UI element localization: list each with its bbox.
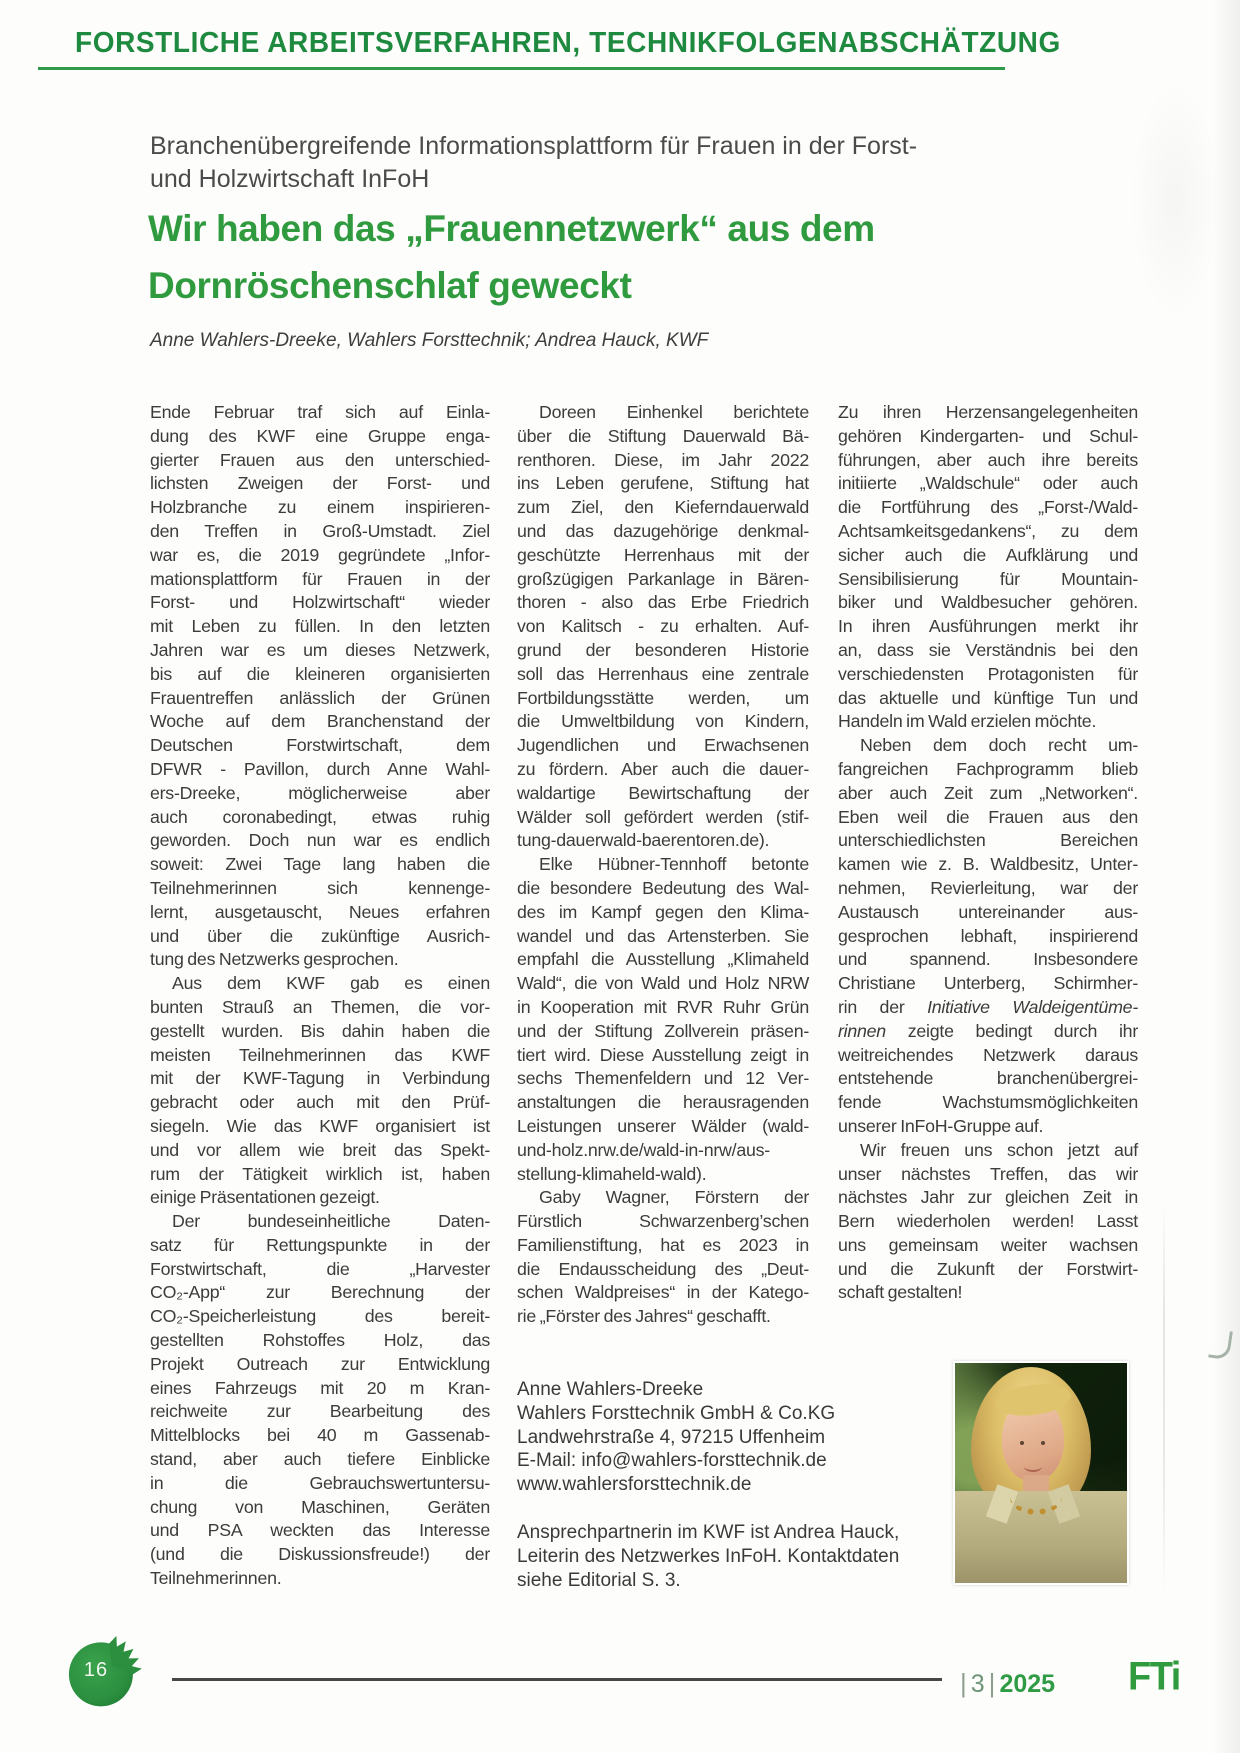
- body-line: Wald“, die von Wald und Holz NRW: [517, 973, 809, 994]
- body-line: von Kalitsch - zu erhalten. Auf-: [517, 616, 809, 637]
- issue-year: 2025: [999, 1670, 1056, 1698]
- body-line: Achtsamkeitsgedankens“, zu dem: [838, 520, 1138, 541]
- body-line: in Kooperation mit RVR Ruhr Grün: [517, 996, 809, 1017]
- body-column-2: [517, 401, 809, 1329]
- body-line: Austausch untereinander aus-: [838, 901, 1138, 922]
- separator-bar: |: [960, 1668, 967, 1698]
- body-line: Der bundeseinheitliche Daten-: [172, 1211, 490, 1232]
- portrait-mouth: [1024, 1461, 1042, 1472]
- body-line: unserer InFoH-Gruppe auf.: [838, 1115, 1044, 1136]
- body-line: die Fortführung des „Forst-/Wald-: [838, 497, 1138, 518]
- body-line: des im Kampf gegen den Klima-: [517, 901, 809, 922]
- body-line: waldartige Bewirtschaftung der: [517, 782, 809, 803]
- contact-address: [517, 1378, 987, 1497]
- body-line: fangreichen Fachprogramm blieb: [838, 758, 1138, 779]
- header-rule: [38, 67, 1005, 70]
- body-line: die Endausscheidung des „Deut-: [517, 1258, 809, 1279]
- body-line: und über die zukünftige Ausrich-: [150, 925, 490, 946]
- body-line: verschiedensten Protagonisten für: [838, 663, 1138, 684]
- body-line: Christiane Unterberg, Schirmher-: [838, 973, 1138, 994]
- body-line: an, dass sie Verständnis bei den: [838, 639, 1138, 660]
- portrait-eye: [1041, 1441, 1045, 1445]
- body-line: bis auf die kleineren organisierten: [150, 663, 490, 684]
- section-header: FORSTLICHE ARBEITSVERFAHREN, TECHNIKFOLGENABSCHÄTZUNG: [75, 26, 1061, 59]
- body-line: Gaby Wagner, Förstern der: [539, 1187, 809, 1208]
- body-line: Holzbranche zu einem inspirieren-: [150, 497, 490, 518]
- body-line: Teilnehmerinnen sich kennenge-: [150, 877, 490, 898]
- body-line: mit der KWF-Tagung in Verbindung: [150, 1068, 490, 1089]
- contact-line: Wahlers Forsttechnik GmbH & Co.KG: [517, 1402, 836, 1424]
- body-line: rinnen zeigte bedingt durch ihr: [838, 1020, 1138, 1041]
- body-line: Sensibilisierung für Mountain-: [838, 568, 1138, 589]
- body-line: kamen wie z. B. Waldbesitz, Unter-: [838, 854, 1138, 875]
- body-line: sechs Themenfeldern und 12 Ver-: [517, 1068, 809, 1089]
- body-line: Woche auf dem Branchenstand der: [150, 711, 490, 732]
- body-line: ers-Dreeke, möglicherweise aber: [150, 782, 490, 803]
- body-line: wandel und das Artensterben. Sie: [517, 925, 809, 946]
- issue-info: [956, 1668, 1055, 1699]
- body-line: weitreichendes Netzwerk daraus: [838, 1044, 1138, 1065]
- article-title: [148, 200, 1068, 314]
- body-line: Eben weil die Frauen aus den: [838, 806, 1138, 827]
- body-line: Wälder soll gefördert werden (stif-: [517, 806, 809, 827]
- body-line: thoren - also das Erbe Friedrich: [517, 592, 809, 613]
- portrait-eye: [1020, 1441, 1024, 1445]
- body-line: Aus dem KWF gab es einen: [172, 973, 490, 994]
- body-line: schaft gestalten!: [838, 1282, 963, 1303]
- body-column-3: [838, 401, 1138, 1305]
- contact-line: E-Mail: info@wahlers-forsttechnik.de: [517, 1450, 827, 1472]
- body-line: chung von Maschinen, Geräten: [150, 1496, 490, 1517]
- body-line: Jugendlichen und Erwachsenen: [517, 735, 809, 756]
- body-line: Jahren war es um dieses Netzwerk,: [150, 639, 490, 660]
- body-line: stellung-klimaheld-wald).: [517, 1163, 707, 1184]
- body-line: gehören Kindergarten- und Schul-: [838, 425, 1138, 446]
- body-line: und-holz.nrw.de/wald-in-nrw/aus-: [517, 1139, 770, 1160]
- body-line: geschützte Herrenhaus mit der: [517, 544, 809, 565]
- body-column-1: [150, 401, 490, 1591]
- body-line: Forstwirtschaft, die „Harvester: [150, 1258, 490, 1279]
- body-line: Fortbildungsstätte werden, um: [517, 687, 809, 708]
- body-line: den Treffen in Groß-Umstadt. Ziel: [150, 520, 490, 541]
- body-line: rie „Förster des Jahres“ geschafft.: [517, 1306, 771, 1327]
- contact-line: Anne Wahlers-Dreeke: [517, 1379, 704, 1400]
- body-line: fende Wachstumsmöglichkeiten: [838, 1092, 1138, 1113]
- contact-line: Leiterin des Netzwerkes InFoH. Kontaktdaten: [517, 1545, 900, 1567]
- body-line: stand, aber auch tiefere Einblicke: [150, 1449, 490, 1470]
- body-line: Neben dem doch recht um-: [860, 735, 1138, 756]
- body-line: das aktuelle und künftige Tun und: [838, 687, 1138, 708]
- body-line: Mittelblocks bei 40 m Gassenab-: [150, 1425, 490, 1446]
- scan-smudge: [1130, 80, 1220, 320]
- contact-kwf: [517, 1521, 987, 1592]
- body-line: gebracht oder auch mit den Prüf-: [150, 1092, 490, 1113]
- portrait-photo: [953, 1361, 1129, 1585]
- body-line: Fürstlich Schwarzenberg’schen: [517, 1211, 809, 1232]
- body-line: in die Gebrauchswertuntersu-: [150, 1472, 490, 1493]
- body-line: soll das Herrenhaus eine zentrale: [517, 663, 809, 684]
- body-line: einige Präsentationen gezeigt.: [150, 1187, 380, 1208]
- body-line: entstehende branchenübergrei-: [838, 1068, 1138, 1089]
- body-line: ins Leben gerufene, Stiftung hat: [517, 473, 809, 494]
- body-line: aber auch Zeit zum „Networken“.: [838, 782, 1138, 803]
- body-line: soweit: Zwei Tage lang haben die: [150, 854, 490, 875]
- body-line: schen Waldpreises“ in der Katego-: [517, 1282, 809, 1303]
- body-line: über die Stiftung Dauerwald Bä-: [517, 425, 809, 446]
- contact-gap: [517, 1497, 987, 1521]
- body-line: lichsten Zweigen der Forst- und: [150, 473, 490, 494]
- title-line: Dornröschenschlaf geweckt: [148, 265, 632, 306]
- body-line: grund der besonderen Historie: [517, 639, 809, 660]
- page-number: 16: [83, 1659, 109, 1681]
- body-line: Zu ihren Herzensangelegenheiten: [838, 402, 1138, 422]
- body-line: renthoren. Diese, im Jahr 2022: [517, 449, 809, 470]
- body-line: (und die Diskussionsfreude!) der: [150, 1544, 490, 1565]
- body-line: tung des Netzwerks gesprochen.: [150, 949, 399, 970]
- body-line: Doreen Einhenkel berichtete: [539, 402, 809, 422]
- body-line: geworden. Doch nun war es endlich: [150, 830, 490, 851]
- body-line: eines Fahrzeugs mit 20 m Kran-: [150, 1377, 490, 1398]
- body-line: tiert wird. Diese Ausstellung zeigt in: [517, 1044, 809, 1065]
- body-line: war es, die 2019 gegründete „Infor-: [150, 544, 490, 565]
- contact-line: www.wahlersforsttechnik.de: [517, 1474, 752, 1496]
- page-edge-shadow: [1212, 0, 1240, 1753]
- body-line: und vor allem wie breit das Spekt-: [150, 1139, 490, 1160]
- issue-number: 3: [970, 1670, 985, 1698]
- portrait-photo-image: [955, 1363, 1127, 1583]
- article-byline: Anne Wahlers-Dreeke, Wahlers Forsttechnik; Andrea Hauck, KWF: [150, 330, 709, 351]
- body-line: CO₂-Speicherleistung des bereit-: [150, 1306, 490, 1327]
- body-line: satz für Rettungspunkte in der: [150, 1234, 490, 1255]
- body-line: Familienstiftung, hat es 2023 in: [517, 1234, 809, 1255]
- body-line: DFWR - Pavillon, durch Anne Wahl-: [150, 758, 490, 779]
- body-line: auch coronabedingt, etwas ruhig: [150, 806, 490, 827]
- title-line: Wir haben das „Frauennetzwerk“ aus dem: [148, 208, 875, 249]
- body-line: Bern wiederholen werden! Lasst: [838, 1211, 1138, 1232]
- body-line: zu fördern. Aber auch die dauer-: [517, 758, 809, 779]
- body-line: Projekt Outreach zur Entwicklung: [150, 1353, 490, 1374]
- body-line: dung des KWF eine Gruppe enga-: [150, 425, 490, 446]
- kicker-line: Branchenübergreifende Informationsplattform für Frauen in der Forst-: [150, 132, 918, 160]
- body-line: und das dazugehörige denkmal-: [517, 520, 809, 541]
- body-line: gestellt wurden. Bis dahin haben die: [150, 1020, 490, 1041]
- body-line: Frauentreffen anlässlich der Grünen: [150, 687, 490, 708]
- body-line: und spannend. Insbesondere: [838, 949, 1138, 970]
- body-line: sicher auch die Aufklärung und: [838, 544, 1138, 565]
- body-line: Teilnehmerinnen.: [150, 1568, 282, 1589]
- contact-box: [517, 1378, 987, 1592]
- body-line: initiierte „Waldschule“ oder auch: [838, 473, 1138, 494]
- body-line: tung-dauerwald-baerentoren.de).: [517, 830, 770, 851]
- body-line: empfahl die Ausstellung „Klimaheld: [517, 949, 809, 970]
- body-line: siegeln. Wie das KWF organisiert ist: [150, 1115, 490, 1136]
- body-line: In ihren Ausführungen merkt ihr: [838, 616, 1138, 637]
- body-line: uns gemeinsam weiter wachsen: [838, 1234, 1138, 1255]
- body-line: Ende Februar traf sich auf Einla-: [150, 402, 490, 422]
- portrait-necklace: [1010, 1479, 1062, 1515]
- body-line: und die Zukunft der Forstwirt-: [838, 1258, 1138, 1279]
- body-line: nächstes Jahr zur gleichen Zeit in: [838, 1187, 1138, 1208]
- body-line: meisten Teilnehmerinnen das KWF: [150, 1044, 490, 1065]
- contact-line: Landwehrstraße 4, 97215 Uffenheim: [517, 1426, 826, 1448]
- body-line: gierter Frauen aus den unterschied-: [150, 449, 490, 470]
- scan-curl-line: [1163, 1200, 1165, 1595]
- contact-line: siehe Editorial S. 3.: [517, 1569, 681, 1591]
- body-line: und PSA weckten das Interesse: [150, 1520, 490, 1541]
- body-line: gestellten Rohstoffes Holz, das: [150, 1330, 490, 1351]
- body-line: die besondere Bedeutung des Wal-: [517, 877, 809, 898]
- body-line: nehmen, Revierleitung, war der: [838, 877, 1138, 898]
- body-line: mationsplattform für Frauen in der: [150, 568, 490, 589]
- body-line: bunten Strauß an Themen, die vor-: [150, 996, 490, 1017]
- body-line: Deutschen Forstwirtschaft, dem: [150, 735, 490, 756]
- body-line: rin der Initiative Waldeigentüme-: [838, 996, 1138, 1017]
- body-line: gesprochen lebhaft, inspirierend: [838, 925, 1138, 946]
- magazine-logo: FTi: [1128, 1655, 1180, 1700]
- body-line: biker und Waldbesucher gehören.: [838, 592, 1138, 613]
- contact-line: Ansprechpartnerin im KWF ist Andrea Hauck,: [517, 1521, 900, 1543]
- separator-bar: |: [988, 1668, 996, 1698]
- body-line: Wir freuen uns schon jetzt auf: [860, 1139, 1138, 1160]
- body-line: anstaltungen die herausragenden: [517, 1092, 809, 1113]
- body-line: Elke Hübner-Tennhoff betonte: [539, 854, 809, 875]
- body-line: unser nächstes Treffen, das wir: [838, 1163, 1138, 1184]
- body-line: mit Leben zu füllen. In den letzten: [150, 616, 490, 637]
- body-line: rum der Tätigkeit wirklich ist, haben: [150, 1163, 490, 1184]
- body-line: großzügigen Parkanlage in Bären-: [517, 568, 809, 589]
- body-line: Leistungen unserer Wälder (wald-: [517, 1115, 809, 1136]
- footer-rule: [172, 1678, 942, 1681]
- body-line: zum Ziel, den Kieferndauerwald: [517, 497, 809, 518]
- body-line: die Umweltbildung von Kindern,: [517, 711, 809, 732]
- body-line: reichweite zur Bearbeitung des: [150, 1401, 490, 1422]
- body-line: führungen, aber auch ihre bereits: [838, 449, 1138, 470]
- body-line: und der Stiftung Zollverein präsen-: [517, 1020, 809, 1041]
- page-number-badge: [63, 1633, 145, 1711]
- body-line: lernt, ausgetauscht, Neues erfahren: [150, 901, 490, 922]
- body-line: unterschiedlichsten Bereichen: [838, 830, 1138, 851]
- body-line: Handeln im Wald erzielen möchte.: [838, 711, 1097, 732]
- article-kicker: [150, 130, 1070, 196]
- kicker-line: und Holzwirtschaft InFoH: [150, 165, 430, 193]
- body-line: Forst- und Holzwirtschaft“ wieder: [150, 592, 490, 613]
- body-line: CO₂-App“ zur Berechnung der: [150, 1282, 490, 1303]
